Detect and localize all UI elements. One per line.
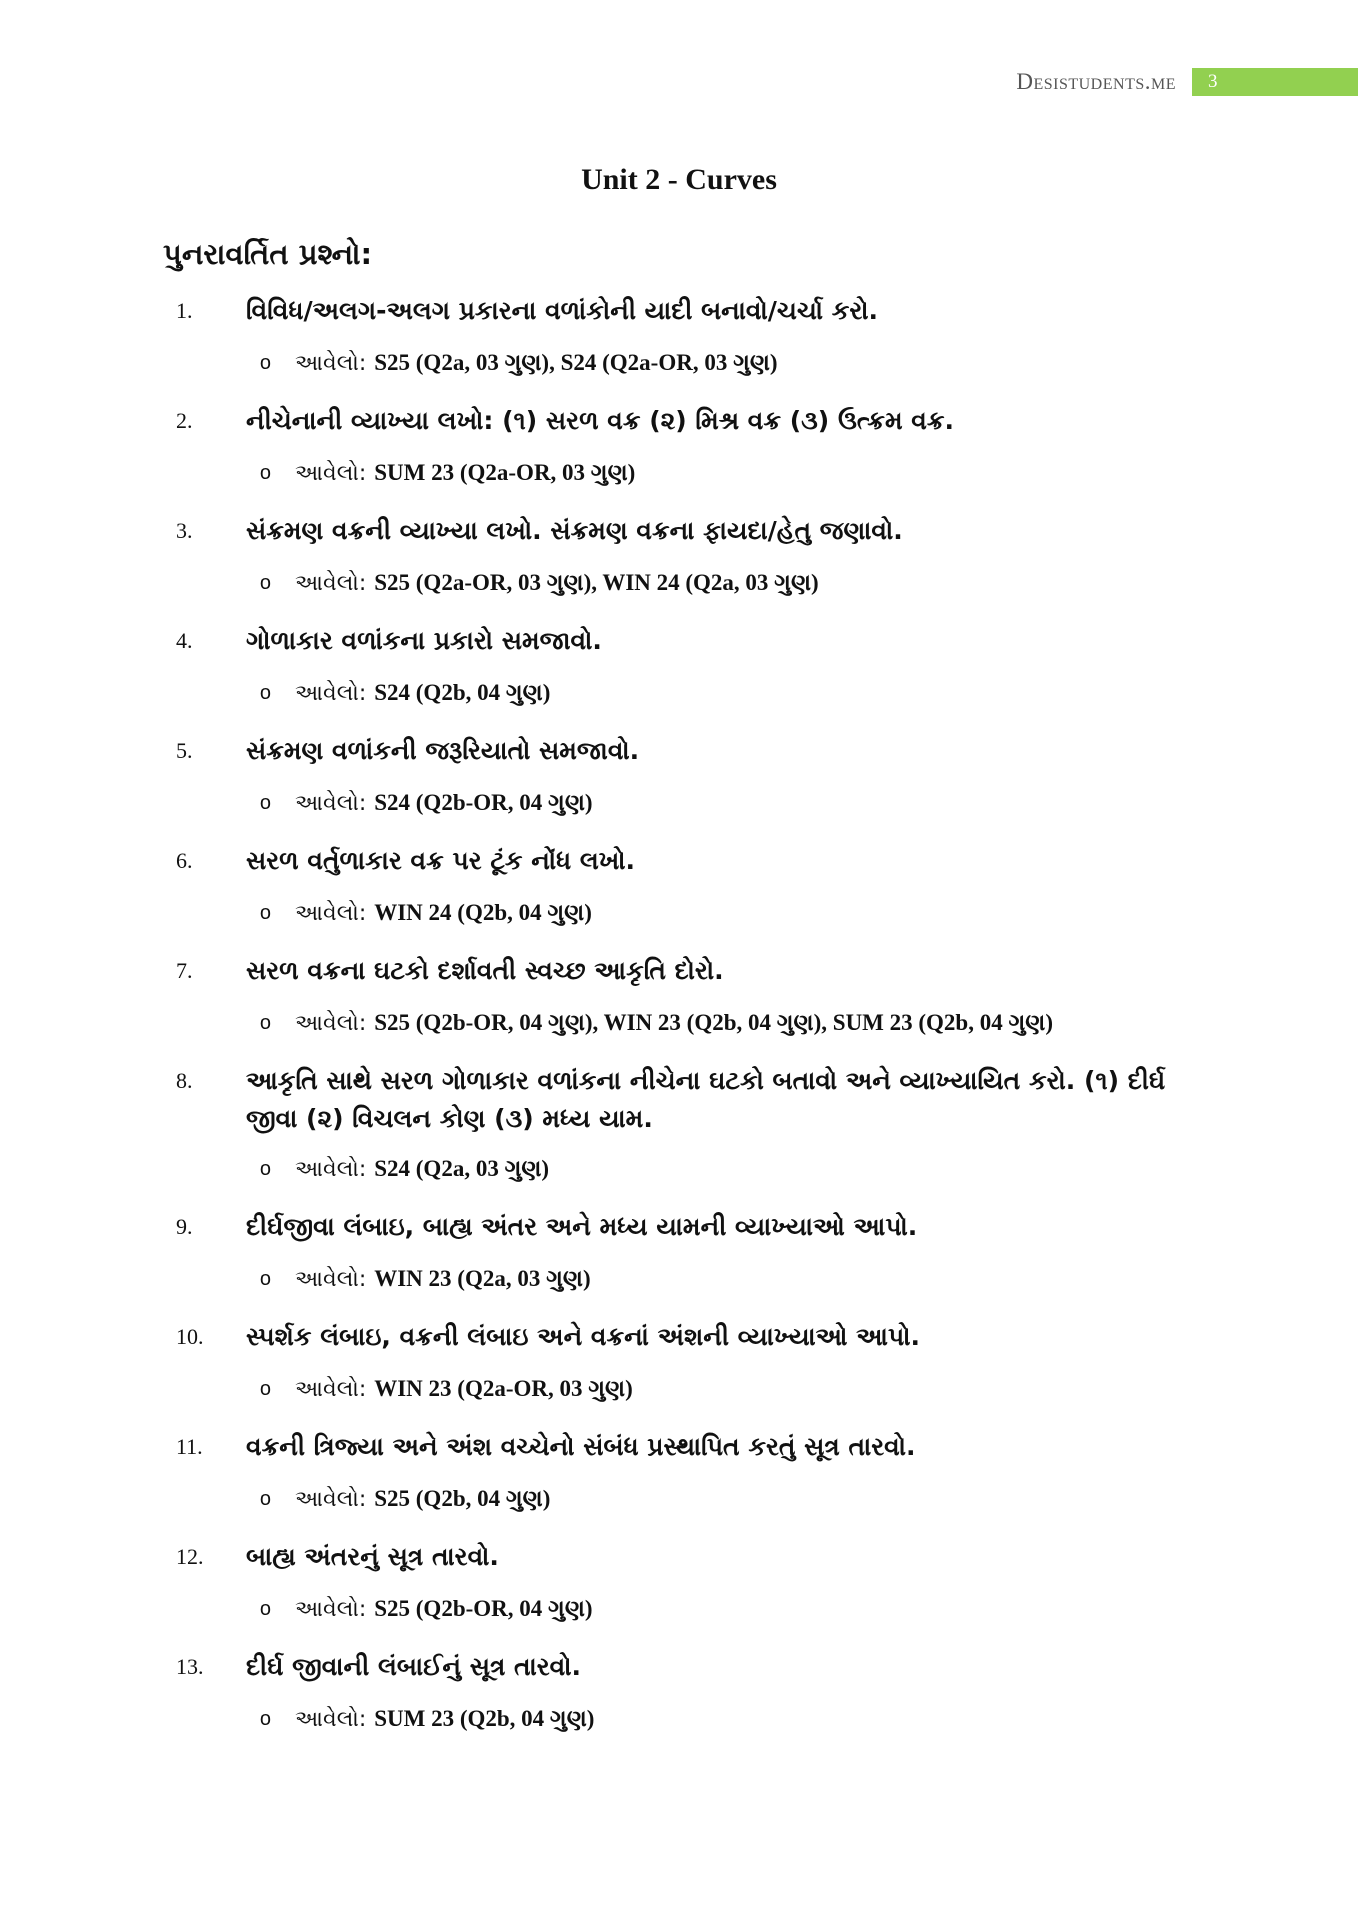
asked-label: આવેલો: — [295, 790, 367, 816]
asked-refs: S25 (Q2b-OR, 04 ગુણ) — [374, 1596, 593, 1621]
asked-label: આવેલો: — [295, 900, 367, 926]
question-item — [0, 400, 1358, 504]
bullet-icon: o — [259, 1707, 271, 1730]
questions-list — [0, 290, 1358, 1756]
asked-refs: SUM 23 (Q2b, 04 ગુણ) — [374, 1706, 595, 1731]
question-number: 4. — [176, 628, 193, 653]
asked-line — [0, 1688, 1358, 1750]
question-text: દીર્ઘ જીવાની લંબાઈનું સૂત્ર તારવો. — [246, 1652, 581, 1681]
page-header — [1016, 68, 1358, 96]
question-text: વક્રની ત્રિજ્યા અને અંશ વચ્ચેનો સંબંધ પ્રસ્થાપિત કરતું સૂત્ર તારવો. — [246, 1432, 916, 1461]
asked-line — [0, 772, 1358, 834]
question-item — [0, 1060, 1358, 1200]
question-item — [0, 950, 1358, 1054]
asked-line — [0, 1578, 1358, 1640]
bullet-icon: o — [259, 1157, 271, 1180]
question-number: 12. — [176, 1544, 204, 1569]
question-number: 10. — [176, 1324, 204, 1349]
question-item — [0, 840, 1358, 944]
asked-refs: S24 (Q2a, 03 ગુણ) — [374, 1156, 550, 1181]
question-number: 3. — [176, 518, 193, 543]
asked-refs: S25 (Q2b-OR, 04 ગુણ), WIN 23 (Q2b, 04 ગુણ), SUM 23 (Q2b, 04 ગુણ) — [374, 1010, 1053, 1035]
question-number: 9. — [176, 1214, 193, 1239]
question-text: બાહ્ય અંતરનું સૂત્ર તારવો. — [246, 1542, 499, 1571]
asked-refs: S25 (Q2b, 04 ગુણ) — [374, 1486, 551, 1511]
question-text: સ્પર્શક લંબાઇ, વક્રની લંબાઇ અને વક્રનાં અંશની વ્યાખ્યાઓ આપો. — [246, 1322, 920, 1351]
bullet-icon: o — [259, 1487, 271, 1510]
question-text: દીર્ઘજીવા લંબાઇ, બાહ્ય અંતર અને મધ્ય યામની વ્યાખ્યાઓ આપો. — [246, 1212, 918, 1241]
asked-label: આવેલો: — [295, 460, 367, 486]
asked-refs: WIN 24 (Q2b, 04 ગુણ) — [374, 900, 592, 925]
question-text: સરળ વર્તુળાકાર વક્ર પર ટૂંક નોંધ લખો. — [246, 846, 636, 875]
asked-label: આવેલો: — [295, 1486, 367, 1512]
asked-label: આવેલો: — [295, 1010, 367, 1036]
question-number: 7. — [176, 958, 193, 983]
asked-label: આવેલો: — [295, 570, 367, 596]
bullet-icon: o — [259, 1597, 271, 1620]
asked-label: આવેલો: — [295, 1596, 367, 1622]
bullet-icon: o — [259, 351, 271, 374]
asked-label: આવેલો: — [295, 1706, 367, 1732]
asked-label: આવેલો: — [295, 350, 367, 376]
section-heading: પુનરાવર્તિત પ્રશ્નો: — [163, 237, 373, 271]
asked-line — [0, 662, 1358, 724]
question-text: નીચેનાની વ્યાખ્યા લખો: (૧) સરળ વક્ર (૨) મિશ્ર વક્ર (૩) ઉત્ક્રમ વક્ર. — [246, 406, 955, 435]
asked-line — [0, 1468, 1358, 1530]
question-item — [0, 290, 1358, 394]
question-number: 8. — [176, 1068, 193, 1093]
question-text: સંક્રમણ વક્રની વ્યાખ્યા લખો. સંક્રમણ વક્રના ફાયદા/હેતુ જણાવો. — [246, 516, 903, 545]
question-text: સરળ વક્રના ઘટકો દર્શાવતી સ્વચ્છ આકૃતિ દોરો. — [246, 956, 724, 985]
asked-line — [0, 1248, 1358, 1310]
question-number: 2. — [176, 408, 193, 433]
asked-refs: SUM 23 (Q2a-OR, 03 ગુણ) — [374, 460, 636, 485]
asked-refs: S24 (Q2b-OR, 04 ગુણ) — [374, 790, 593, 815]
bullet-icon: o — [259, 571, 271, 594]
question-text: ગોળાકાર વળાંકના પ્રકારો સમજાવો. — [246, 626, 602, 655]
asked-label: આવેલો: — [295, 1376, 367, 1402]
bullet-icon: o — [259, 901, 271, 924]
asked-line — [0, 1358, 1358, 1420]
asked-refs: S24 (Q2b, 04 ગુણ) — [374, 680, 551, 705]
site-name: Desistudents.me — [1016, 69, 1176, 94]
asked-line — [0, 882, 1358, 944]
asked-line — [0, 332, 1358, 394]
question-item — [0, 620, 1358, 724]
question-item — [0, 1206, 1358, 1310]
question-number: 1. — [176, 298, 193, 323]
asked-label: આવેલો: — [295, 680, 367, 706]
question-item — [0, 730, 1358, 834]
asked-refs: WIN 23 (Q2a-OR, 03 ગુણ) — [374, 1376, 633, 1401]
bullet-icon: o — [259, 1377, 271, 1400]
question-text: વિવિધ/અલગ-અલગ પ્રકારના વળાંકોની યાદી બનાવો/ચર્ચા કરો. — [246, 296, 879, 325]
question-number: 11. — [176, 1434, 203, 1459]
question-number: 13. — [176, 1654, 204, 1679]
question-item — [0, 510, 1358, 614]
question-number: 5. — [176, 738, 193, 763]
question-text: આકૃતિ સાથે સરળ ગોળાકાર વળાંકના નીચેના ઘટકો બતાવો અને વ્યાખ્યાયિત કરો. (૧) દીર્ઘ જીવા (૨) વિચલન કોણ (૩) મધ્ય યામ. — [246, 1066, 1166, 1133]
asked-label: આવેલો: — [295, 1266, 367, 1292]
question-text: સંક્રમણ વળાંકની જરૂરિયાતો સમજાવો. — [246, 736, 640, 765]
bullet-icon: o — [259, 1011, 271, 1034]
bullet-icon: o — [259, 681, 271, 704]
asked-refs: WIN 23 (Q2a, 03 ગુણ) — [374, 1266, 591, 1291]
asked-line — [0, 442, 1358, 504]
asked-line — [0, 1138, 1358, 1200]
question-item — [0, 1426, 1358, 1530]
asked-refs: S25 (Q2a, 03 ગુણ), S24 (Q2a-OR, 03 ગુણ) — [374, 350, 778, 375]
asked-refs: S25 (Q2a-OR, 03 ગુણ), WIN 24 (Q2a, 03 ગુણ) — [374, 570, 819, 595]
asked-line — [0, 552, 1358, 614]
question-number: 6. — [176, 848, 193, 873]
asked-label: આવેલો: — [295, 1156, 367, 1182]
question-item — [0, 1646, 1358, 1750]
bullet-icon: o — [259, 1267, 271, 1290]
bullet-icon: o — [259, 461, 271, 484]
document-title: Unit 2 - Curves — [581, 163, 777, 196]
page-number: 3 — [1192, 68, 1358, 96]
asked-line — [0, 992, 1358, 1054]
question-item — [0, 1536, 1358, 1640]
question-item — [0, 1316, 1358, 1420]
bullet-icon: o — [259, 791, 271, 814]
